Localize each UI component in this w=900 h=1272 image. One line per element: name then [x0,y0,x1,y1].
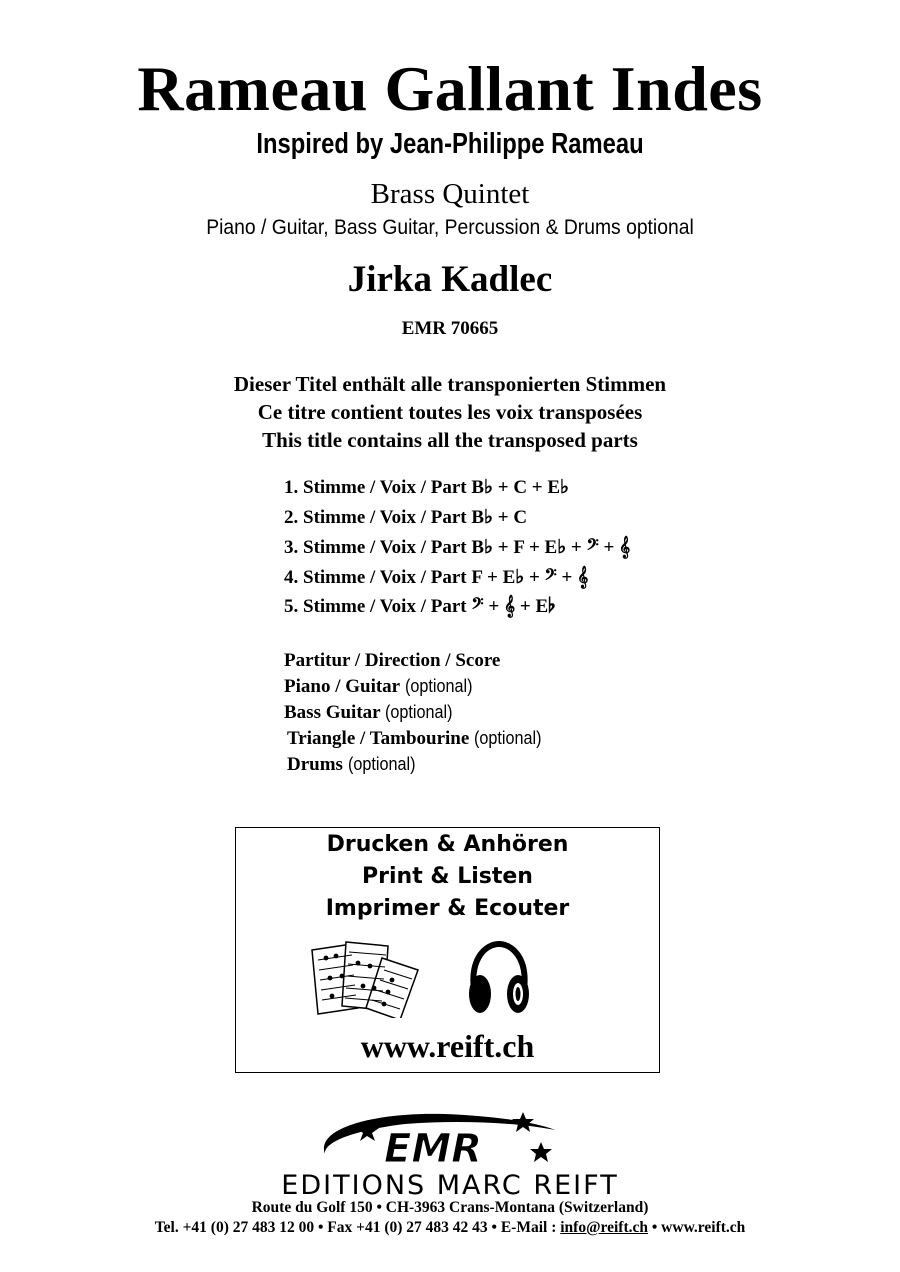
promo-line-german: Drucken & Anhören [326,832,569,857]
subtitle: Inspired by Jean-Philippe Rameau [256,128,644,160]
extra-part-note: (optional) [385,702,453,722]
catalog-number: EMR 70665 [401,318,499,339]
extra-part-note: (optional) [474,728,542,748]
part-spec: B♭ + C + E♭ [471,477,570,498]
extra-part-note: (optional) [347,754,416,774]
print-listen-box [235,827,660,1073]
contact-phone-fax: Tel. +41 (0) 27 483 12 00 • Fax +41 (0) 27 483 42 43 • E-Mail : [154,1219,561,1236]
part-item [284,506,527,529]
extra-part-name: Drums [287,754,343,775]
ensemble: Brass Quintet [370,178,530,210]
part-item [284,596,555,618]
extra-part [287,754,423,776]
publisher-name: EDITIONS MARC REIFT [281,1170,619,1201]
contact-website[interactable]: • www.reift.ch [648,1219,746,1236]
extra-part-note: (optional) [404,676,473,696]
note-french: Ce titre contient toutes les voix transposées [257,400,643,424]
extra-part [284,650,500,672]
extra-part [284,702,460,724]
part-label: 5. Stimme / Voix / Part [284,596,467,617]
part-spec: B♭ + F + E♭ + 𝄢 + 𝄞 [471,537,631,558]
extra-part [284,676,480,698]
email-link[interactable]: info@reift.ch [560,1219,648,1236]
part-spec: F + E♭ + 𝄢 + 𝄞 [471,567,589,588]
extra-part-name: Bass Guitar [284,702,381,723]
note-english: This title contains all the transposed parts [262,428,638,452]
part-spec: B♭ + C [471,507,528,528]
part-label: 2. Stimme / Voix / Part [284,507,467,528]
part-label: 3. Stimme / Voix / Part [284,537,467,558]
sheet-music-icon [308,936,423,1018]
extra-part-name: Piano / Guitar [284,676,401,697]
optional-instruments: Piano / Guitar, Bass Guitar, Percussion & Drums optional [206,216,694,239]
composer: Jirka Kadlec [347,259,553,300]
promo-line-french: Imprimer & Ecouter [325,896,570,921]
part-item [284,536,630,559]
publisher-contact [0,1219,900,1237]
part-item [284,566,588,589]
publisher-address: Route du Golf 150 • CH-3963 Crans-Montana (Switzerland) [251,1199,649,1216]
emr-logo [305,1108,565,1170]
part-label: 1. Stimme / Voix / Part [284,477,467,498]
part-item [284,476,569,499]
part-spec: 𝄢 + 𝄞 + E♭ [471,596,556,617]
note-german: Dieser Titel enthält alle transponierten Stimmen [233,372,667,396]
extra-part [287,728,549,750]
website-url[interactable]: www.reift.ch [360,1028,535,1064]
page-title: Rameau Gallant Indes [137,53,763,124]
extra-part-name: Partitur / Direction / Score [284,650,501,671]
headphones-icon [466,940,532,1018]
extra-part-name: Triangle / Tambourine [287,728,470,749]
svg-text:EMR: EMR [384,1126,482,1170]
part-label: 4. Stimme / Voix / Part [284,567,467,588]
promo-line-english: Print & Listen [362,864,533,889]
